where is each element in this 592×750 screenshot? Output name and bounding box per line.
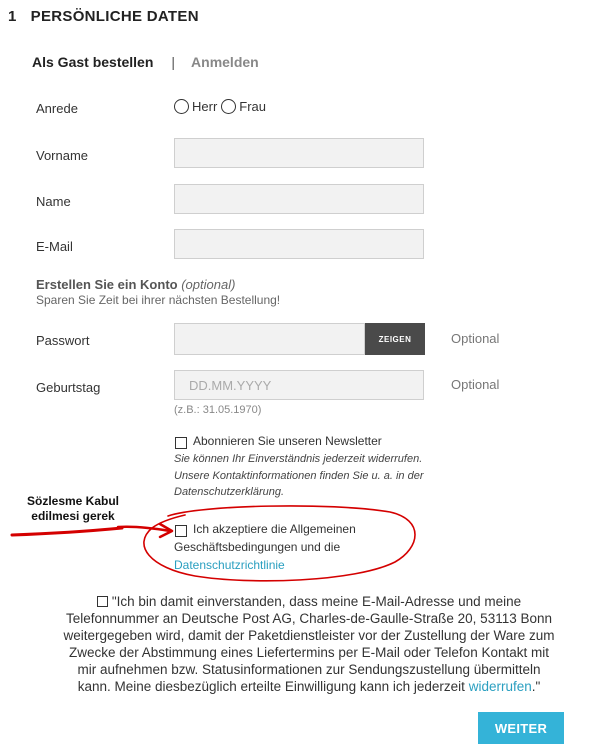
birthday-input[interactable] [174,370,424,400]
privacy-policy-link[interactable]: Datenschutzrichtlinie [174,558,285,572]
next-button[interactable]: WEITER [478,712,564,744]
section-title [8,8,199,25]
section-number: 1 [8,8,17,25]
birthday-placeholder: DD.MM.YYYY [189,378,272,393]
annotation-text [14,494,132,524]
section-title-text: PERSÖNLICHE DATEN [30,8,199,25]
annotation-arrow-shaft [118,527,170,531]
radio-frau[interactable] [221,99,236,114]
email-input[interactable] [174,229,424,259]
tab-separator: | [171,54,176,70]
create-account-optional-note: (optional) [181,277,236,292]
radio-herr[interactable] [174,99,189,114]
terms-label-line1[interactable]: Ich akzeptiere die Allgemeinen [193,522,356,536]
radio-herr-label[interactable]: Herr [192,99,218,114]
salutation-options [174,99,270,114]
newsletter-label[interactable]: Abonnieren Sie unseren Newsletter [193,434,382,448]
password-optional-label: Optional [451,331,500,346]
email-label: E-Mail [36,239,73,254]
terms-checkbox[interactable] [175,525,187,537]
firstname-label: Vorname [36,148,89,163]
checkout-tabs [32,54,259,70]
show-password-button[interactable]: ZEIGEN [365,323,425,355]
annotation-line2: edilmesi gerek [31,509,115,523]
newsletter-checkbox[interactable] [175,437,187,449]
lastname-input[interactable] [174,184,424,214]
salutation-label: Anrede [36,101,78,116]
create-account-title [36,277,235,292]
revoke-consent-link[interactable]: widerrufen [468,679,532,694]
tab-login[interactable]: Anmelden [191,54,259,70]
shipping-consent-text: "Ich bin damit einverstanden, dass meine E-Mail-Adresse und meine Telefonnummer an Deutsche Post AG, Charles-de-Gaulle-Straße 20, 53113 Bonn weitergegeben wird, damit der Paketdienstleister vor der Zustellung der Ware zum Zwecke der Abstimmung eines Liefertermins per E-Mail oder Telefon Kontakt mit mir aufnehmen bzw. Statusinformationen zur Sendungszustellung übermitteln kann. Meine diesbezüglich erteilte Einwilligung kann ich jederzeit [63,594,555,694]
birthday-label: Geburtstag [36,380,101,395]
tab-guest-checkout[interactable]: Als Gast bestellen [32,54,154,70]
password-input[interactable] [174,323,365,355]
annotation-line1: Sözlesme Kabul [26,494,120,508]
lastname-label: Name [36,194,71,209]
create-account-title-text: Erstellen Sie ein Konto [36,277,178,292]
create-account-subtitle: Sparen Sie Zeit bei ihrer nächsten Bestellung! [36,293,281,307]
annotation-arrow-head [160,524,172,537]
shipping-consent-end: ." [531,679,541,694]
radio-frau-label[interactable]: Frau [239,99,267,114]
shipping-consent-checkbox[interactable] [97,596,108,607]
newsletter-info: Sie können Ihr Einverständnis jederzeit widerrufen. Unsere Kontaktinformationen finden Sie u. a. in der Datenschutzerklärung. [174,453,424,498]
firstname-input[interactable] [174,138,424,168]
birthday-hint: (z.B.: 31.05.1970) [174,404,262,416]
annotation-underline [12,528,122,535]
terms-label-line2[interactable]: Geschäftsbedingungen und die [174,540,341,554]
birthday-optional-label: Optional [451,377,500,392]
password-label: Passwort [36,333,90,348]
shipping-consent [60,593,558,695]
